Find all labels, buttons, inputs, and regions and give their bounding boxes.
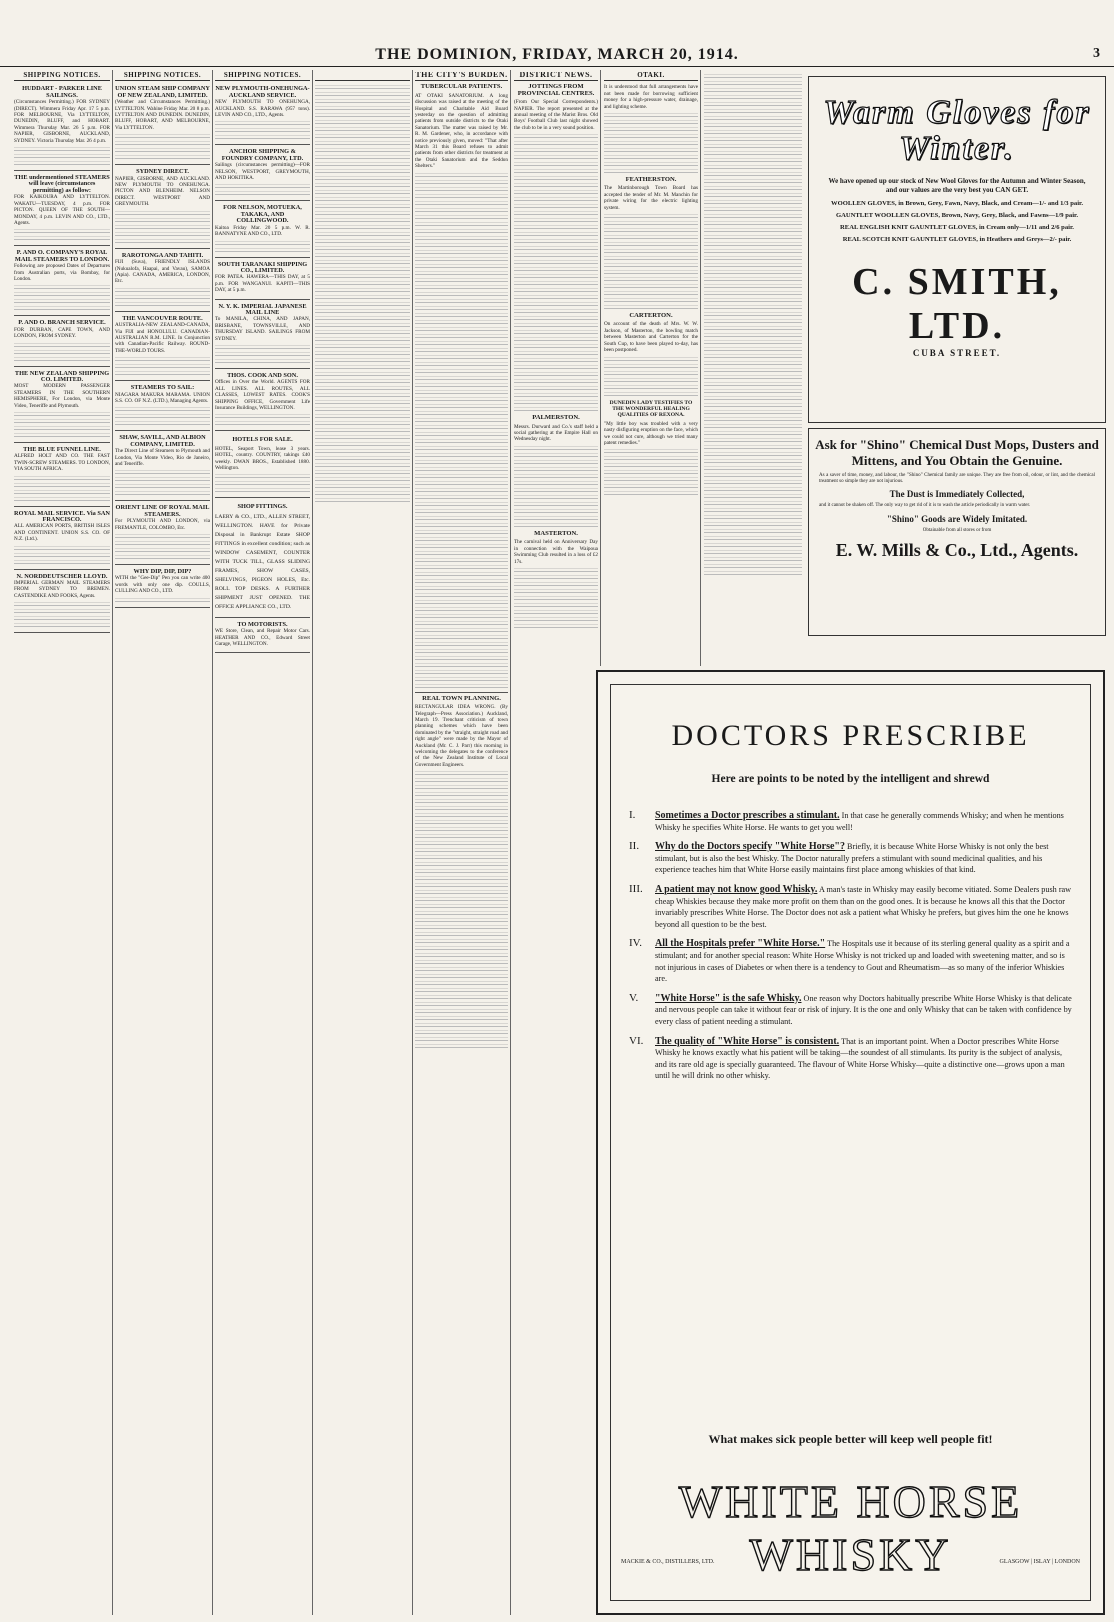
shipping-notice [115, 314, 210, 381]
point-number: II. [629, 840, 640, 853]
article-text: (From Our Special Correspondents.) NAPIER. The report presented at the annual meeting of the Marist Bros. Old Boys' Football Club last night showed the club to be in a very sound position. [514, 99, 598, 131]
white-horse-cities: GLASGOW | ISLAY | LONDON [999, 1559, 1080, 1565]
article-text: "My little boy was troubled with a very nasty disfiguring eruption on the face, which we could not cure, although we tried many patent remedies." [604, 420, 698, 446]
article-text: The Martinborough Town Board has accepted the tender of Mr. M. Manchin for private wiring for the electric lighting system. [604, 185, 698, 211]
gloves-ad-intro: We have opened up our stock of New Wool Gloves for the Autumn and Winter Season, and our values are the very best you CAN GET. [828, 177, 1086, 194]
point-lead: "White Horse" is the safe Whisky. [655, 992, 802, 1004]
shino-ad-body: Obtainable from all stores or from [922, 527, 992, 533]
point-item [629, 1036, 1072, 1082]
notice-title: THE undermentioned STEAMERS will leave (circumstances permitting) as follow: [14, 174, 110, 194]
article-text: On account of the death of Mrs. W. W. Jackson, of Masterton, the bowling match between Masterton and Carterton for the South Cup, to have been played to-day, has been postponed. [604, 321, 698, 354]
shipping-notice [215, 203, 310, 257]
notice-title: SHAW, SAVILL, AND ALBION COMPANY, LIMITED. [119, 434, 206, 448]
column-otaki [604, 72, 698, 668]
notice-text: AUSTRALIA-NEW ZEALAND-CANADA, Via FIJI and HONOLULU. CANADIAN-AUSTRALIAN R.M. LINE. In Conjunction with Canadian-Pacific Railway. ROUND-THE-WORLD TOURS. [115, 322, 210, 354]
notice-text: LAERY & CO., LTD., ALLEN STREET, WELLINGTON. HAVE for Private Disposal in Bankrupt Estate SHOP FITTINGS in excellent condition; such as WINDOW CASEMENT, COUNTER WITH TUCK TILL, GLASS SLIDING FRAMES, SHOW CASES, SHELVINGS, PIGEON HOLES, Etc. ROLL TOP DESKS. A FURTHER SHIPMENT JUST OPENED. THE OFFICE APPLIANCE CO., LTD. [215, 513, 310, 610]
notice-text: Following are proposed Dates of Departures from Australian ports, via Bombay, for London. [14, 263, 110, 282]
notice-text: ALL AMERICAN PORTS, BRITISH ISLES AND CONTINENT. UNION S.S. CO. OF N.Z. (Ltd.). [14, 523, 110, 543]
white-horse-footer [621, 1559, 1080, 1565]
notice-text: HOTEL, Seaport Town, lease 3 years. HOTEL, country. COUNTRY, takings £40 weekly. DWAN BROS., Established 1880. Wellington. [215, 445, 310, 472]
white-horse-brand: WHITE HORSE WHISKY [678, 1476, 1023, 1580]
article-text: AT OTAKI SANATORIUM. A long discussion was raised at the meeting of the Hospital and Charitable Aid Board yesterday on the question of admitting patients from outside districts to the Otaki Sanatorium. The matter was raised by Mr. R. M. Gardener, who, in accordance with notice previously given, moved: "That after March 31 this Board refuses to admit patients from other districts for treatment at the Otaki Sanatorium and the Seddon Shelters." [415, 92, 508, 170]
column-rule [412, 70, 413, 1615]
column-shipping-4 [315, 72, 410, 1612]
gloves-ad-item: REAL ENGLISH KNIT GAUNTLET GLOVES, in Cream only—1/11 and 2/6 pair. [840, 224, 1074, 231]
gloves-ad-street: CUBA STREET. [912, 348, 1002, 358]
point-lead: Why do the Doctors specify "White Horse"? [655, 841, 845, 853]
notice-text: NIAGARA MAKURA MARAMA. UNION S.S. CO. OF N.Z. (LTD.), Managing Agents. [115, 391, 210, 404]
notice-text: WE Store, Clean, and Repair Motor Cars. HEATHER AND CO., Edward Street Garage, WELLINGTON. [215, 628, 310, 648]
shipping-notice [215, 371, 310, 431]
point-item [629, 938, 1072, 984]
point-lead: Sometimes a Doctor prescribes a stimulant. [655, 810, 840, 821]
article-headline: TUBERCULAR PATIENTS. [420, 83, 503, 91]
gloves-advertisement [808, 76, 1106, 423]
notice-text: FOR DURBAN, CAPE TOWN, AND LONDON, FROM SYDNEY. [14, 326, 110, 340]
shipping-notice [115, 84, 210, 165]
column-district-news [514, 72, 598, 1612]
shino-ad-subhead: The Dust is Immediately Collected, [889, 489, 1025, 500]
shipping-notice [14, 84, 110, 171]
gloves-ad-item: WOOLLEN GLOVES, in Brown, Grey, Fawn, Navy, Black, and Cream—1/- and 1/3 pair. [830, 200, 1083, 207]
notice-title: NEW PLYMOUTH-ONEHUNGA-AUCKLAND SERVICE. [215, 85, 310, 99]
point-text: The Hospitals use it because of its sterling general quality as a spirit and a stimulant; and for another special reason: White Horse Whisky is not tricked up and loaded with sweetening matter, and so is not injurious in cases of Diabetes or when there is a tendency to Gout and Rheumatism—as so many of the inferior Whiskies are. [655, 939, 1070, 984]
shipping-notice [215, 84, 310, 145]
column-heading-blank [315, 72, 410, 81]
notice-title: TO MOTORISTS. [237, 620, 288, 628]
notice-text: FIJI (Suva), FRIENDLY ISLANDS (Nukualofa, Haapai, and Vavau), SAMOA (Apia). CANADA, AMERICA, LONDON, Etc. [115, 259, 210, 285]
point-lead: All the Hospitals prefer "White Horse." [655, 938, 826, 950]
column-heading: OTAKI. [604, 72, 698, 81]
white-horse-tagline: What makes sick people better will keep well people fit! [708, 1432, 993, 1446]
point-text: A man's taste in Whisky may easily become vitiated. Some Dealers push raw cheap Whiskies because they make more profit on them than on the good ones. It is because he knows all this that the Doctor invariably prescribes White Horse. The Doctor does not ask a patient what Whisky he prefers, but gives him the one he knows beyond all question to be the best. [655, 884, 1072, 929]
shipping-notice [115, 503, 210, 565]
white-horse-subheadline: Here are points to be noted by the intelligent and shrewd [711, 773, 990, 785]
point-number: IV. [629, 937, 642, 950]
point-number: III. [629, 882, 643, 895]
shipping-notice [215, 260, 310, 300]
article-headline: CARTERTON. [629, 312, 673, 320]
shipping-notice [115, 167, 210, 248]
notice-text: WITH the "Gee-Dip" Pen you can write 400 words with only one dip. COULLS, CULLING AND CO., LTD. [115, 575, 210, 595]
notice-text: (Circumstances Permitting.) FOR SYDNEY (DIRECT). Wimmera Friday Apr. 17 5 p.m. FOR MELBOURNE, Via LYTTELTON, DUNEDIN, BLUFF, and HOBART. Wimmera Thursday Mar. 26 5 p.m. FOR NAPIER, GISBORNE, AUCKLAND, SYDNEY. Victoria Thursday Mar. 26 4 p.m. [14, 99, 110, 144]
notice-title: THOS. COOK AND SON. [227, 371, 298, 379]
notice-title: RAROTONGA AND TAHITI. [121, 251, 204, 259]
notice-text: Offices in Over the World. AGENTS FOR ALL LINES. ALL ROUTES, ALL CLASSES, LOWEST RATES. COOK'S SHIPPING OFFICE, Government Life Insurance Buildings, WELLINGTON. [215, 379, 310, 411]
notice-text: IMPERIAL GERMAN MAIL STEAMERS FROM SYDNEY TO BREMEN. CASTENDIKE AND FOOKS, Agents. [14, 580, 110, 599]
column-rule [312, 70, 313, 1615]
notice-title: N. Y. K. IMPERIAL JAPANESE MAIL LINE [218, 302, 307, 316]
masthead [0, 44, 1114, 67]
shipping-notice [215, 302, 310, 369]
article-text: The carnival held on Anniversary Day in connection with the Waipoua Swimming Club resulted in a loss of £2 17s. [514, 539, 598, 565]
notice-title: ORIENT LINE OF ROYAL MAIL STEAMERS. [115, 504, 210, 518]
point-item [629, 993, 1072, 1028]
point-number: I. [629, 809, 636, 821]
gloves-ad-title: Warm Gloves for Winter. [823, 94, 1091, 167]
notice-title: THE VANCOUVER ROUTE. [122, 314, 203, 322]
notice-title: HOTELS FOR SALE. [232, 436, 293, 444]
point-item [629, 841, 1072, 876]
white-horse-maker: MACKIE & CO., DISTILLERS, LTD. [621, 1559, 715, 1565]
notice-title: ROYAL MAIL SERVICE. Via SAN FRANCISCO. [14, 509, 110, 524]
notice-title: THE BLUE FUNNEL LINE. [23, 446, 101, 453]
point-lead: A patient may not know good Whisky. [655, 883, 818, 895]
shipping-notice [14, 369, 110, 443]
article-headline: MASTERTON. [534, 529, 578, 537]
shipping-notice [14, 248, 110, 316]
masthead-title: THE DOMINION, FRIDAY, MARCH 20, 1914. [375, 46, 739, 63]
notice-text: MOST MODERN PASSENGER STEAMERS IN THE SOUTHERN HEMISPHERE, For London, via Monte Video, Teneriffe and Plymouth. [14, 383, 110, 409]
article-headline: JOTTINGS FROM PROVINCIAL CENTRES. [517, 83, 595, 97]
notice-title: FOR NELSON, MOTUEKA, TAKAKA, AND COLLINGWOOD. [223, 204, 302, 225]
notice-title: UNION STEAM SHIP COMPANY OF NEW ZEALAND, LIMITED. [115, 85, 210, 99]
shipping-notice [14, 445, 110, 507]
notice-text: To MANILA, CHINA, AND JAPAN, BRISBANE, TOWNSVILLE, AND THURSDAY ISLAND. SAILINGS FROM SYDNEY. [215, 316, 310, 342]
shipping-notice [14, 173, 110, 246]
article-headline: PALMERSTON. [532, 414, 580, 422]
article-text: Messrs. Durward and Co.'s staff held a social gathering at the Empire Hall on Wednesday night. [514, 423, 598, 443]
point-text: In that case he generally commends Whisky; and when he mentions Whisky he specifies White Horse. He wants to get you well! [655, 811, 1064, 832]
shipping-notice [215, 500, 310, 617]
column-shipping-2 [115, 72, 210, 1612]
point-text: That is an important point. When a Doctor prescribes White Horse Whisky he knows exactly what his patient will be taking—the soundest of all stimulants. Its purity is the subject of analysis, and its rare old age is specially guaranteed. The flavour of White Horse Whisky—quite a distinctive one—grows upon a man until he will drink no other whisky. [655, 1036, 1065, 1081]
column-city-burden [415, 72, 508, 1612]
white-horse-headline: DOCTORS PRESCRIBE [671, 719, 1030, 752]
shino-ad-headline: Ask for "Shino" Chemical Dust Mops, Dusters and Mittens, and You Obtain the Genuine. [815, 437, 1099, 468]
notice-text: (Weather and Circumstances Permitting.) LYTTELTON. Wahine Friday Mar. 20 8 p.m. LYTTELTON AND DUNEDIN. DUNEDIN, BLUFF, HOBART, AND MELBOURNE, Via LYTTELTON. [115, 99, 210, 131]
gloves-ad-item: GAUNTLET WOOLLEN GLOVES, Brown, Navy, Grey, Black, and Fawns—1/9 pair. [835, 212, 1078, 219]
point-number: V. [629, 991, 639, 1004]
notice-title: HUDDART - PARKER LINE SAILINGS. [22, 85, 102, 99]
shipping-notice [115, 433, 210, 501]
article-text: RECTANGULAR IDEA WRONG. (By Telegraph—Press Association.) Auckland, March 19. Trenchant criticism of town planning schemes which have been dominated by the "straight, straight road and right angle" were made by the Mayor of Auckland (Mr. C. J. Parr) this morning in welcoming the delegates to the conference of the New Zealand Institute of Local Government Engineers. [415, 704, 508, 768]
notice-title: SHOP FITTINGS. [237, 503, 288, 511]
column-heading: SHIPPING NOTICES. [14, 72, 110, 81]
gloves-ad-brand: C. SMITH, LTD. [852, 261, 1062, 347]
notice-text: ALFRED HOLT AND CO. THE FAST TWIN-SCREW STEAMERS. TO LONDON, VIA SOUTH AFRICA. [14, 453, 110, 473]
column-rule [112, 70, 113, 1615]
column-shipping-1 [14, 72, 110, 1612]
point-item [629, 884, 1072, 930]
notice-title: N. NORDDEUTSCHER LLOYD. [16, 572, 108, 580]
notice-title: SYDNEY DIRECT. [136, 168, 189, 176]
column-rule [700, 70, 701, 666]
notice-text: Kaitoa Friday Mar. 20 5 p.m. W. R. BANNATYNE AND CO., LTD. [215, 224, 310, 238]
shino-ad-body: and it cannot be shaken off. The only way to get rid of it is to wash the article periodically in warm water. [819, 503, 1031, 509]
point-number: VI. [629, 1034, 644, 1047]
notice-title: THE NEW ZEALAND SHIPPING CO. LIMITED. [14, 369, 110, 383]
point-text: Briefly, it is because White Horse Whisky is not only the best stimulant, but is also the best Whisky. The Doctor naturally prefers a stimulant with sound medicinal qualities, and his experience teaches him that White Horse easily maintains first place among whiskies of that kind. [655, 842, 1049, 875]
notice-text: FOR PATEA. HAWERA—THIS DAY, at 5 p.m. FOR WANGANUI. KAPITI—THIS DAY, at 5 p.m. [215, 274, 310, 294]
column-heading: SHIPPING NOTICES. [115, 72, 210, 81]
column-rule [212, 70, 213, 1615]
notice-text: For PLYMOUTH AND LONDON, via FREMANTLE, COLOMBO, Etc. [115, 518, 210, 531]
points-list [629, 810, 1072, 1090]
point-lead: The quality of "White Horse" is consistent. [655, 1035, 840, 1047]
shino-ad-agent: E. W. Mills & Co., Ltd., Agents. [835, 539, 1079, 560]
notice-text: NEW PLYMOUTH TO ONEHUNGA, AUCKLAND. S.S. RARAWA (957 tons). LEVIN AND CO., LTD., Agents. [215, 99, 310, 119]
article-headline: REAL TOWN PLANNING. [415, 692, 508, 702]
column-rule [510, 70, 511, 1615]
page-number: 3 [1093, 46, 1100, 61]
column-heading: DISTRICT NEWS. [514, 72, 598, 81]
shipping-notice [14, 509, 110, 570]
white-horse-advertisement [596, 670, 1105, 1615]
notice-title: ANCHOR SHIPPING & FOUNDRY COMPANY, LTD. [221, 148, 304, 162]
column-news-extra [704, 72, 802, 668]
article-headline: FEATHERSTON. [625, 176, 677, 184]
notice-text: The Direct Line of Steamers to Plymouth and London, Via Monte Video, Rio de Janeiro, and Teneriffe. [115, 448, 210, 467]
shipping-notice [115, 567, 210, 608]
shipping-notice [215, 620, 310, 654]
notice-title: P. AND O. COMPANY'S ROYAL MAIL STEAMERS TO LONDON. [14, 249, 110, 263]
shino-advertisement [808, 428, 1106, 636]
notice-title: SOUTH TARANAKI SHIPPING CO., LIMITED. [217, 260, 308, 274]
notice-title: STEAMERS TO SAIL: [130, 384, 195, 392]
column-rule [600, 70, 601, 666]
notice-text: FOR KAIKOURA AND LYTTELTON. WAKATU—TUESDAY, 4 p.m. FOR PICTON. QUEEN OF THE SOUTH—MONDAY, 4 p.m. LEVIN AND CO., LTD., Agents. [14, 194, 110, 226]
shipping-notice [215, 433, 310, 498]
shipping-notice [14, 572, 110, 634]
shipping-notice [14, 318, 110, 366]
column-heading: SHIPPING NOTICES. [215, 72, 310, 81]
notice-text: NAPIER, GISBORNE, AND AUCKLAND. NEW PLYMOUTH TO ONEHUNGA. PICTON AND BLENHEIM. NELSON DIRECT. WESTPORT AND GREYMOUTH. [115, 175, 210, 208]
shino-ad-subhead: "Shino" Goods are Widely Imitated. [886, 513, 1028, 524]
notice-title: WHY DIP, DIP, DIP? [133, 568, 192, 576]
article-text: It is understood that full arrangements have not been made for borrowing sufficient money for a high-pressure water, drainage, and lighting scheme. [604, 84, 698, 110]
point-item [629, 810, 1072, 833]
shipping-notice [215, 147, 310, 201]
notice-text: Sailings (circumstances permitting)—FOR NELSON, WESTPORT, GREYMOUTH, AND HOKITIKA. [215, 162, 310, 182]
shipping-notice [115, 251, 210, 312]
column-shipping-3 [215, 72, 310, 1612]
article-headline: DUNEDIN LADY TESTIFIES TO THE WONDERFUL HEALING QUALITIES OF REXONA. [609, 399, 693, 419]
shipping-notice [115, 383, 210, 431]
ad-border [610, 684, 1091, 1601]
gloves-ad-item: REAL SCOTCH KNIT GAUNTLET GLOVES, in Heathers and Greys—2/- pair. [842, 236, 1072, 243]
column-heading: THE CITY'S BURDEN. [415, 72, 508, 81]
shino-ad-body: As a saver of time, money, and labour, the "Shino" Chemical family are unique. They are free from oil, odour, or lint, and the chemical treatment so simple they are not injurious. [819, 473, 1095, 485]
notice-title: P. AND O. BRANCH SERVICE. [18, 319, 106, 327]
point-text: One reason why Doctors habitually prescribe White Horse Whisky is that delicate and nervous people can take it without fear or risk of injury. It is the one and only Whisky that can be taken with confidence by every class of patient needing a stimulant. [655, 993, 1072, 1026]
